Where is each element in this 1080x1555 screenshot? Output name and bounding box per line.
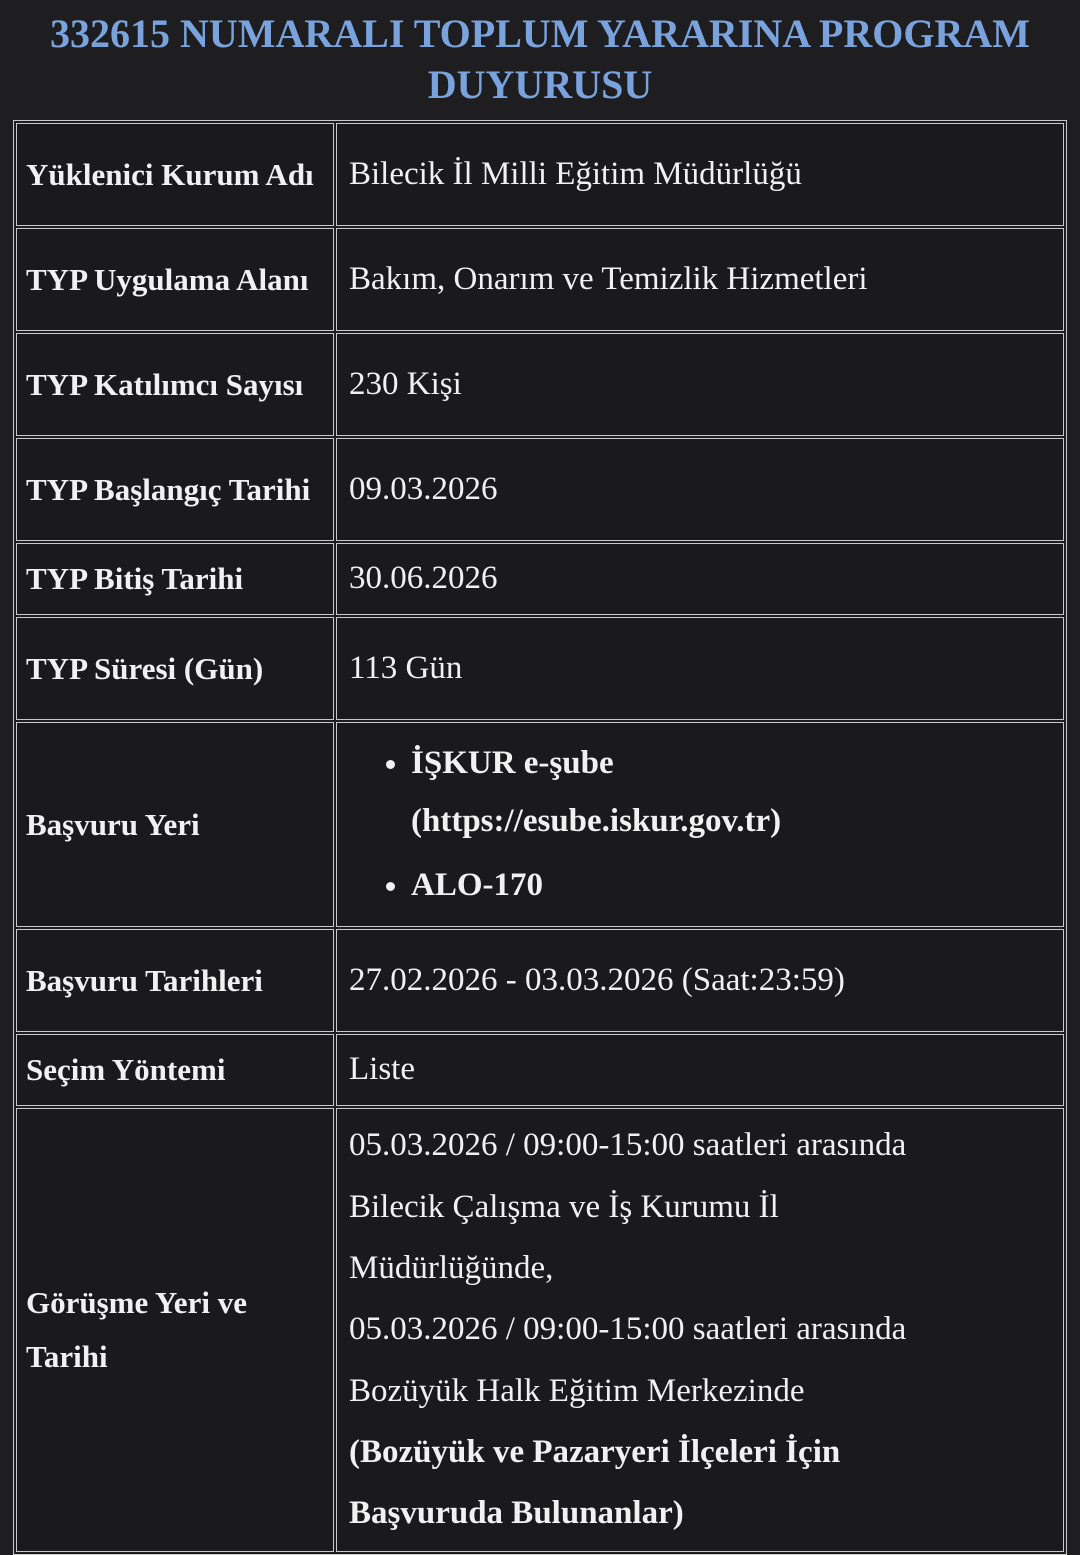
application-channel-list <box>349 735 1053 914</box>
table-row <box>16 123 1064 226</box>
table-row <box>16 1034 1064 1106</box>
row-value-typ-uygulama-alani: Bakım, Onarım ve Temizlik Hizmetleri <box>336 228 1064 331</box>
alo-170-label: ALO-170 <box>411 866 543 903</box>
row-value-basvuru-tarihleri: 27.02.2026 - 03.03.2026 (Saat:23:59) <box>336 929 1064 1032</box>
table-row <box>16 228 1064 331</box>
row-label-typ-suresi-gun: TYP Süresi (Gün) <box>16 617 334 720</box>
iskur-esube-label: İŞKUR e-şube <box>411 745 614 782</box>
row-value-basvuru-yeri <box>336 722 1064 927</box>
table-row <box>16 438 1064 541</box>
row-label-typ-katilimci-sayisi: TYP Katılımcı Sayısı <box>16 333 334 436</box>
row-label-typ-baslangic-tarihi: TYP Başlangıç Tarihi <box>16 438 334 541</box>
program-info-table <box>13 120 1067 1554</box>
interview-line-5: Bozüyük Halk Eğitim Merkezinde <box>349 1372 805 1409</box>
row-label-typ-bitis-tarihi: TYP Bitiş Tarihi <box>16 543 334 615</box>
row-label-yuklenici-kurum-adi: Yüklenici Kurum Adı <box>16 123 334 226</box>
interview-line-2: Bilecik Çalışma ve İş Kurumu İl <box>349 1188 779 1225</box>
table-row <box>16 543 1064 615</box>
page-title-line2: DUYURUSU <box>427 62 653 108</box>
page-title-line1: 332615 NUMARALI TOPLUM YARARINA PROGRAM <box>49 11 1031 56</box>
interview-line-6: (Bozüyük ve Pazaryeri İlçeleri İçin <box>349 1434 841 1470</box>
list-item <box>411 857 1053 915</box>
table-row <box>16 1108 1064 1552</box>
row-value-typ-bitis-tarihi: 30.06.2026 <box>336 543 1064 615</box>
row-value-typ-suresi-gun: 113 Gün <box>336 617 1064 720</box>
table-row <box>16 722 1064 927</box>
interview-line-7: Başvuruda Bulunanlar) <box>349 1495 684 1532</box>
page-title <box>0 6 1080 114</box>
row-label-secim-yontemi: Seçim Yöntemi <box>16 1034 334 1106</box>
list-item <box>411 735 1053 851</box>
row-label-typ-uygulama-alani: TYP Uygulama Alanı <box>16 228 334 331</box>
row-value-secim-yontemi: Liste <box>336 1034 1064 1106</box>
interview-line-4: 05.03.2026 / 09:00-15:00 saatleri arasında <box>349 1311 907 1348</box>
row-value-gorusme-yeri-ve-tarihi <box>336 1108 1064 1552</box>
row-value-typ-baslangic-tarihi: 09.03.2026 <box>336 438 1064 541</box>
row-label-basvuru-yeri: Başvuru Yeri <box>16 722 334 927</box>
table-row <box>16 333 1064 436</box>
table-row <box>16 617 1064 720</box>
row-value-yuklenici-kurum-adi: Bilecik İl Milli Eğitim Müdürlüğü <box>336 123 1064 226</box>
row-label-gorusme-yeri-ve-tarihi: Görüşme Yeri ve Tarihi <box>16 1108 334 1552</box>
table-row <box>16 929 1064 1032</box>
iskur-esube-url: (https://esube.iskur.gov.tr) <box>411 802 782 839</box>
row-value-typ-katilimci-sayisi: 230 Kişi <box>336 333 1064 436</box>
interview-line-3: Müdürlüğünde, <box>349 1249 554 1286</box>
row-label-basvuru-tarihleri: Başvuru Tarihleri <box>16 929 334 1032</box>
interview-line-1: 05.03.2026 / 09:00-15:00 saatleri arasında <box>349 1127 907 1164</box>
